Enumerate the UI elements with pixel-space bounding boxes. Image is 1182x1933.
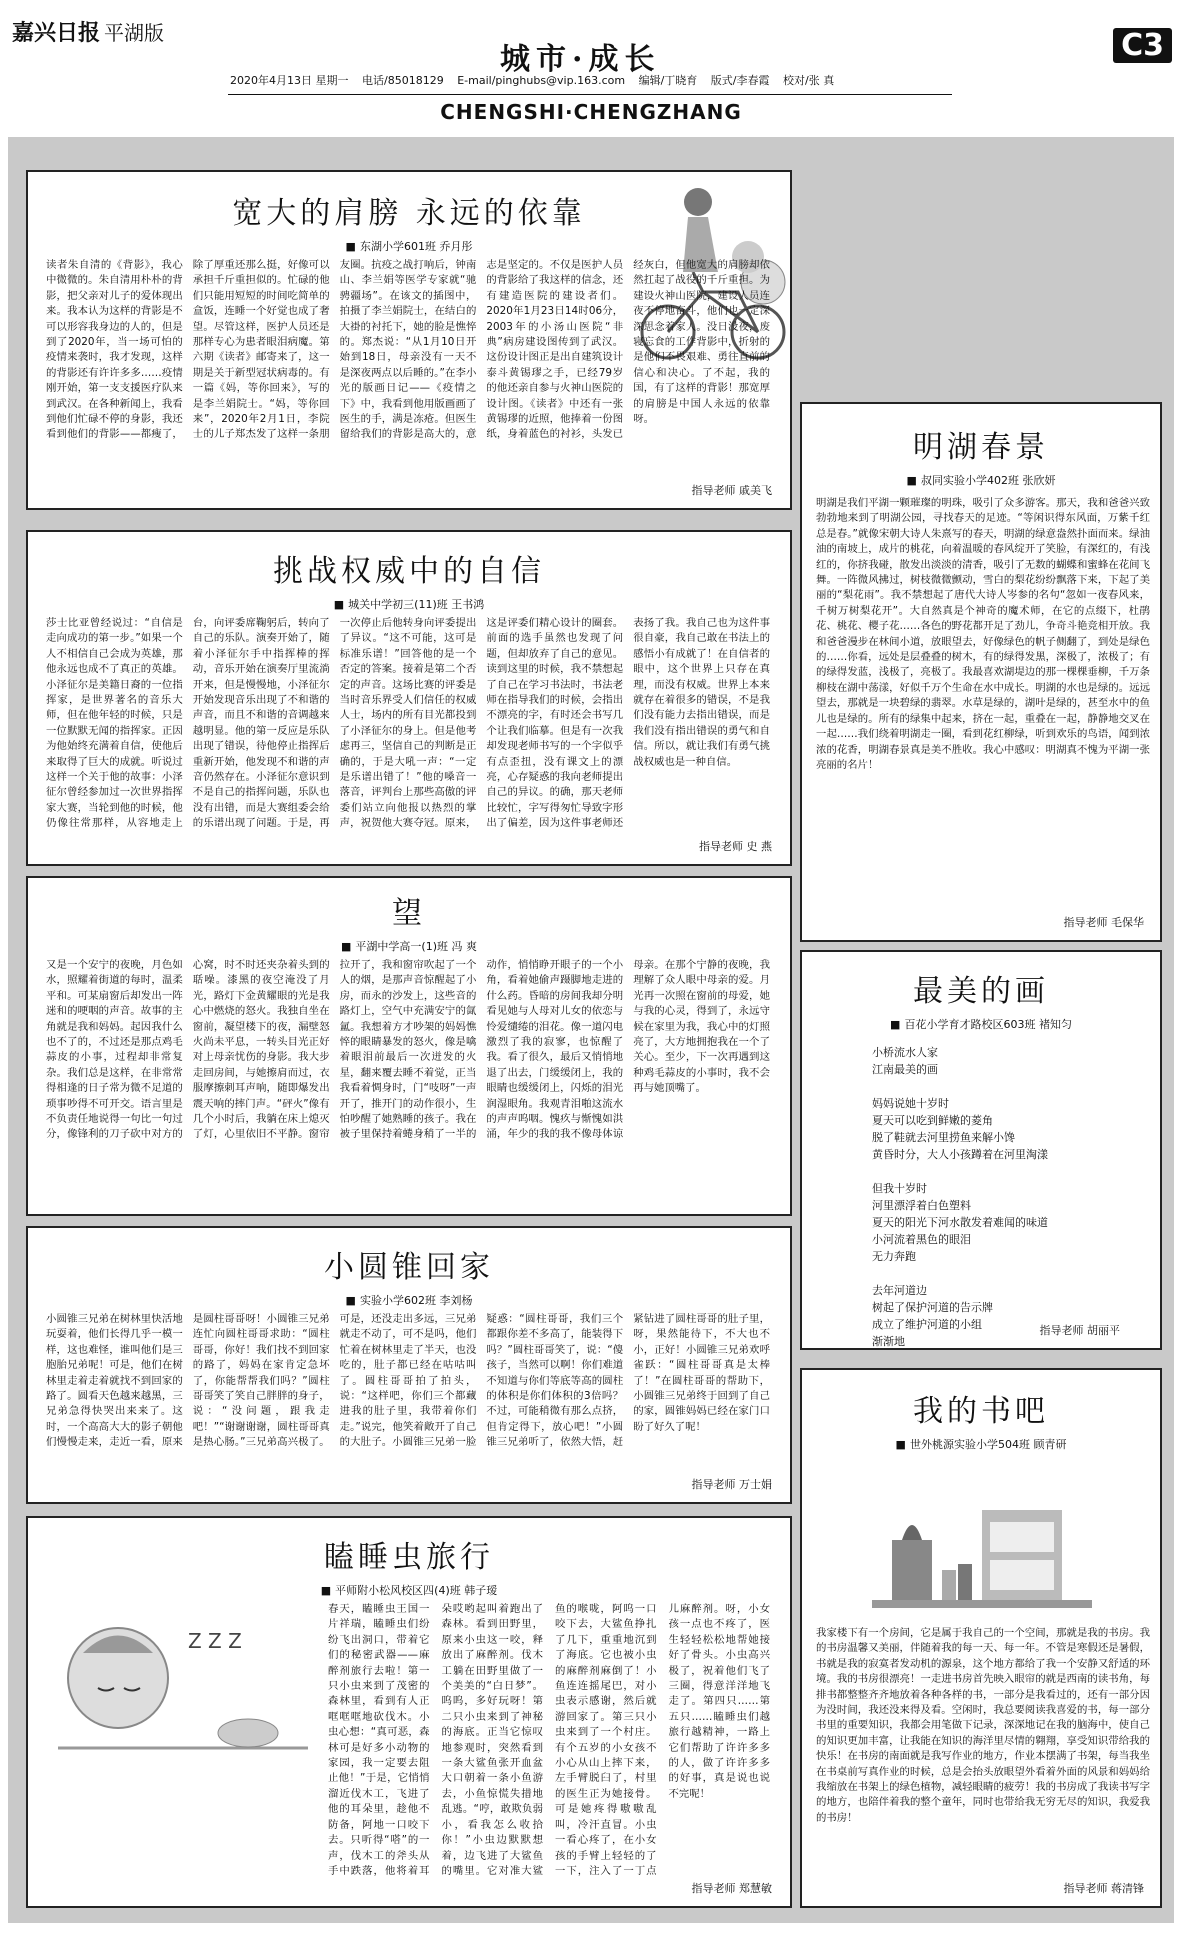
article-title: 最美的画 bbox=[913, 974, 1049, 1009]
article-teacher: 指导老师 蒋清锋 bbox=[1063, 1882, 1144, 1895]
article-zui-mei-de-hua bbox=[800, 950, 1162, 1350]
article-body: 春天，瞌睡虫王国一片祥瑞，瞌睡虫们纷纷飞出洞口，带着它们的秘密武器——麻醉剂旅行去啦！第一只小虫来到了茂密的森林里，看到有人正哐哐哐地砍伐木。小虫心想：“真可恶，森林可是好多小动物的家园，我一定要去阻止他！”于是，它悄悄溜近伐木工，飞进了他的耳朵里，趁他不防备，阿地一口咬下去。只听得“嗒”的一声，伐木工的斧头从手中跌落，他将着耳朵哎哟起叫着跑出了森林。看到田野里，原来小虫这一咬，释放出了麻醉剂。伐木工躺在田野里做了一个美美的“白日梦”。呜呜，多好玩呀！第二只小虫来到了神秘的海底。正当它惊叹地参观时，突然看到一条大鲨鱼张开血盆大口朝着一条小鱼游去，小鱼惊慌失措地乱逃。“哼，敢欺负弱小，看我怎么收拾你！”小虫边默默想着，边飞进了大鲨鱼的嘴里。它对准大鲨鱼的喉咙，阿呜一口咬下去，大鲨鱼挣扎了几下，重重地沉到了海底。它也被小虫的麻醉剂麻倒了！小鱼连连摇尾巴，对小虫表示感谢，然后就游回家了。第三只小虫来到了一个村庄。有个五岁的小女孩不小心从山上摔下来，左手臂脱臼了，村里的医生正为她接骨。可是她疼得嗷嗷乱叫，冷汗直冒。小虫一看心疼了，在小女孩的手臂上轻轻的了一下，注入了一丁点儿麻醉剂。呀，小女孩一点也不疼了，医生轻轻松松地帮她接好了骨头。小虫高兴极了，祝着他们飞了三圈，得意洋洋地飞走了。第四只……第五只……瞌睡虫们越旅行越精神，一路上它们帮助了许许多多的人，做了许许多多的好事，真是说也说不完呢！ bbox=[328, 1603, 770, 1877]
article-teacher: 指导老师 胡丽平 bbox=[1039, 1324, 1120, 1337]
article-kuan-da-de-jian-bang bbox=[26, 170, 792, 510]
article-author: ■ 平师附小松风校区四(4)班 韩子瑷 bbox=[28, 1582, 790, 1598]
newspaper-name: 嘉兴日报 平湖版 bbox=[12, 20, 165, 46]
email: E-mail/pinghubs@vip.163.com bbox=[457, 74, 626, 87]
editor: 编辑/丁晓育 bbox=[638, 74, 698, 87]
section-pinyin: CHENGSHI·CHENGZHANG bbox=[440, 100, 742, 124]
article-title: 宽大的肩膀 永远的依靠 bbox=[232, 196, 586, 231]
date: 2020年4月13日 星期一 bbox=[230, 74, 349, 87]
info-line bbox=[230, 72, 844, 88]
article-ke-shui-chong-lv-xing bbox=[26, 1516, 792, 1908]
poem-line: 妈妈说她十岁时 bbox=[872, 1097, 949, 1110]
article-author: ■ 实验小学602班 李刘杨 bbox=[28, 1292, 790, 1308]
poem-line: 小桥流水人家 bbox=[872, 1046, 938, 1059]
article-body: 莎士比亚曾经说过：“自信是走向成功的第一步。”如果一个人不相信自己会成为英雄，那他永远也成不了真正的英雄。小泽征尔是美籍日裔的一位指挥家，是世界著名的音乐大师，但在他年轻的时候，只是一位默默无闻的指挥家。正因为他始终充满着自信，使他后来取得了巨大的成就。听说过这样一个关于他的故事：小泽征尔曾经参加过一次世界指挥家大赛，当轮到他的时候，他仍像往常那样，从容地走上台，向评委席鞠躬后，转向了自己的乐队。演奏开始了，随着小泽征尔手中指挥棒的挥动，音乐开始在演奏厅里流淌开来，但是慢慢地，小泽征尔开始发现音乐出现了不和谐的声音，而且不和谐的音调越来越明显。他的第一反应是乐队出现了错误，待他停止指挥后重新开始，他发现不和谐的声音仍然存在。小泽征尔意识到不是自己的指挥问题，乐队也没有出错，而是大赛组委会给的乐谱出现了问题。于是，再一次停止后他转身向评委提出了异议。“这不可能，这可是标准乐谱！”回答他的是一个否定的答案。接着是第二个否定的声音。这场比赛的评委是当时音乐界受人们信任的权威人士，场内的所有目光都投到了小泽征尔的身上。但是他考虑再三，坚信自己的判断是正确的，于是大吼一声：“一定是乐谱出错了！”他的嗓音一落音，评判台上那些高傲的评委们站立向他报以热烈的掌声，祝贺他大赛夺冠。原来，这是评委们精心设计的圈套。前面的选手虽然也发现了问题，但却放弃了自己的意见。读到这里的时候，我不禁想起了自己在学习书法时，书法老师在指导我们的时候，会指出不漂亮的字，有时还会书写几个让我们临摹。但是有一次我却发现老师书写的一个字似乎有点歪扭，没有课文上的漂亮，心存疑惑的我向老师提出自己的异议。的确，那天老师比较忙，字写得匆忙导致字形出了偏差，因为这件事老师还表扬了我。我自己也为这件事很自豪，我自己敢在书法上的感悟小有成就了！在自信者的眼中，这个世界上只存在真理，而没有权威。世界上本来就存在着很多的错误，不是我们没有能力去指出错误，而是我们没有指出错误的勇气和自信。所以，就让我们有勇气挑战权威也是一种自信。 bbox=[46, 617, 770, 830]
poem-line: 河里漂浮着白色塑料 bbox=[872, 1199, 971, 1212]
article-teacher: 指导老师 郑慧敏 bbox=[691, 1882, 772, 1895]
article-teacher: 指导老师 戚美飞 bbox=[691, 484, 772, 497]
poem-body bbox=[872, 1044, 1152, 1350]
article-title: 挑战权威中的自信 bbox=[273, 554, 545, 589]
article-wang bbox=[26, 876, 792, 1216]
article-tiao-zhan-quan-wei bbox=[26, 530, 792, 866]
section-title: 城市·成长 bbox=[500, 42, 661, 77]
article-author: ■ 城关中学初三(11)班 王书鸿 bbox=[28, 596, 790, 612]
poem-line: 渐渐地 bbox=[872, 1335, 905, 1348]
poem-line: 黄昏时分，大人小孩蹲着在河里淘漾 bbox=[872, 1148, 1048, 1161]
poem-line: 去年河道边 bbox=[872, 1284, 927, 1297]
poem-line: 夏天的阳光下河水散发着难闻的味道 bbox=[872, 1216, 1048, 1229]
article-author: ■ 平湖中学高一(1)班 冯 爽 bbox=[28, 938, 790, 954]
poem-line: 夏天可以吃到鲜嫩的菱角 bbox=[872, 1114, 993, 1127]
article-author: ■ 叔同实验小学402班 张欣妍 bbox=[802, 472, 1160, 488]
poem-line: 脱了鞋就去河里捞鱼来解小馋 bbox=[872, 1131, 1015, 1144]
poem-line: 江南最美的画 bbox=[872, 1063, 938, 1076]
article-title: 明湖春景 bbox=[913, 430, 1049, 465]
poem-line: 无力奔跑 bbox=[872, 1250, 916, 1263]
article-title: 小圆锥回家 bbox=[324, 1250, 494, 1285]
proofreader: 校对/张 真 bbox=[783, 74, 835, 87]
poem-line: 但我十岁时 bbox=[872, 1182, 927, 1195]
article-title: 望 bbox=[392, 896, 426, 931]
poem-line: 成立了维护河道的小组 bbox=[872, 1318, 982, 1331]
zzz-text: Z Z Z bbox=[188, 1629, 242, 1653]
article-author: ■ 世外桃源实验小学504班 顾青研 bbox=[802, 1436, 1160, 1452]
bookshelf-illustration bbox=[872, 1470, 1092, 1620]
article-xiao-yuan-zhui-hui-jia bbox=[26, 1226, 792, 1504]
article-title: 瞌睡虫旅行 bbox=[324, 1540, 494, 1575]
article-body: 又是一个安宁的夜晚，月色如水，照耀着街道的每时，温柔平和。可某扇窗后却发出一阵迷和的哽咽的声音。故事的主角就是我和妈妈。起因我什么也不了的，不过还是那点鸡毛蒜皮的小事，过程却非常复杂。我们总是这样，在非常常得相逢的日子常为微不足道的琐事吵得不可开交。语言里是不负责任地说得一句比一句过分，像锋利的刀子砍中对方的心窝，时不时还夹杂着头到的聒噪。漆黑的夜空淹没了月光，路灯下金黄耀眼的光是我心中燃烧的怒火。我独自坐在窗前，凝望楼下的夜，漏壁怒火尚未平息，一转头目光正好对上母亲忧伤的身影。我大步走回房间，与她擦肩而过，衣服摩擦刺耳声响，随即爆发出震天响的摔门声。“砰火”像有几个小时后，我躺在床上熄灭了灯，心里依旧不平静。窗帘拉开了，我和窗帘吹起了一个人的烟，是那声音惊醒起了小房，而永的沙发上，这些音的路灯上，空气中充满安宁的氤氲。我想着方才吵架的妈妈憔悴的眼睛暴发的怒火，像是噙着眼泪前最后一次迸发的火星，翻来覆去睡不着觉，正当我看着惆身时，门“吱呀”一声开了，推开门的动作很小，生怕吵醒了她熟睡的孩子。我在被子里保持着蜷身稍了一半的动作，悄悄睁开眼子的一个小角，看着她偷声蹑脚地走进的什么药。昏暗的房间我却分明看见她与人母对儿女的依恋与怜爱缱绻的泪花。像一道闪电激烈了我的寂寥，也惊醒了我。看了很久，最后又悄悄地退了出去，门缓缓闭上，我的眼睛也缓缓闭上，闪烁的泪光润湿眼角。我观青泪啪这流水的声声呜咽。愧疚与惭愧如洪涌，年少的我的我不像母体谅母亲。在那个宁静的夜晚，我理解了众人眼中母亲的爱。月光再一次照在窗前的母爱，她与我的心灵，得到了，永远守候在家里为我，我心中的灯照亮了，大方地拥抱我在一个了关心。至少，下一次再遇到这种鸡毛蒜皮的小事时，我不会再与她顶嘴了。 bbox=[46, 959, 770, 1141]
article-ming-hu-chun-jing bbox=[800, 402, 1162, 942]
article-title: 我的书吧 bbox=[913, 1394, 1049, 1429]
poem-line: 树起了保护河道的告示牌 bbox=[872, 1301, 993, 1314]
poem-line: 小河流着黑色的眼泪 bbox=[872, 1233, 971, 1246]
edition-label: 平湖版 bbox=[104, 21, 165, 45]
article-wo-de-shu-ba bbox=[800, 1368, 1162, 1908]
article-author: ■ 百花小学育才路校区603班 褚知匀 bbox=[802, 1016, 1160, 1032]
article-teacher: 指导老师 万士娟 bbox=[691, 1478, 772, 1491]
article-teacher: 指导老师 史 燕 bbox=[699, 840, 772, 853]
phone: 电话/85018129 bbox=[362, 74, 444, 87]
page-code: C3 bbox=[1113, 28, 1172, 63]
article-author: ■ 东湖小学601班 乔月彤 bbox=[28, 238, 790, 254]
article-body: 明湖是我们平湖一颗璀璨的明珠，吸引了众多游客。那天，我和爸爸兴致勃勃地来到了明湖公园，寻找春天的足迹。“等闲识得东风面，万紫千红总是春。”就像宋朝大诗人朱熹写的春天，明湖的绿意盎然扑面而来。绿油油的南坡上，成片的桃花，向着温暖的春风绽开了笑脸，有深红的，有浅红的，你挤我碰，散发出淡淡的清香，吸引了无数的蝴蝶和蜜蜂在花间飞舞。一阵微风拂过，树枝微微颤动，雪白的梨花纷纷飘落下来，下起了美丽的“梨花雨”。我不禁想起了唐代大诗人岑参的名句“忽如一夜春风来，千树万树梨花开”。大自然真是个神奇的魔术师，在它的点缀下，杜鹃花、桃花、樱子花……各色的野花都开足了劲儿，争奇斗艳竞相开放。我和爸爸漫步在林间小道，放眼望去，好像绿色的帆子侧翻了，到处是绿色的……你看，远处是层叠叠的树木，有的绿得发黑，深极了，浓极了；有的绿得发蓝，浅极了，亮极了。我最喜欢湖堤边的那一棵棵垂柳，千万条柳枝在湖中荡漾，好似千万个生命在水中成长。明湖的水也是绿的。远远望去，那就是一块碧绿的翡翠。水草是绿的，湖叶是绿的，甚至水中的鱼儿也是绿的。所有的绿集中起来，挤在一起，重叠在一起，静静地交叉在一起……我们绕着明湖走一圈，看到花红柳绿，听到欢乐的鸟语，闻到浓浓的花香，明湖春景真是美不胜收。我心中感叹：明湖真不愧为平湖一张亮丽的名片！ bbox=[816, 497, 1150, 771]
article-body: 小圆锥三兄弟在树林里快活地玩耍着，他们长得几乎一模一样，这也难怪，谁叫他们是三胞胎兄弟呢！可是，他们在树林里走着走着就找不到回家的路了。圆看天色越来越黑，三兄弟急得快哭出来来了。这时，一个高高大大的影子朝他们慢慢走来，走近一看，原来是圆柱哥哥呀！小圆锥三兄弟连忙向圆柱哥哥求助：“圆柱哥哥，你好！我们找不到回家的路了，妈妈在家肯定急坏了，你能帮帮我们吗？”圆柱哥哥笑了笑自己胖胖的身子，说：“没问题，跟我走吧！”“谢谢谢谢，圆柱哥哥真是热心肠。”三兄弟高兴极了。可是，还没走出多远，三兄弟就走不动了，可不是吗，他们忙着在树林里走了半天，也没吃的，肚子都已经在咕咕叫了。圆柱哥哥拍了拍头，说：“这样吧，你们三个都藏进我的肚子里，我带着你们走。”说完，他笑着敞开了自己的大肚子。小圆锥三兄弟一脸疑惑：“圆柱哥哥，我们三个都跟你差不多高了，能装得下吗？”圆柱哥哥笑了，说：“傻孩子，当然可以啊！你们难道不知道与你们等底等高的圆柱的体积是你们体积的3倍吗？不过，可能稍微有那么点挤，但肯定得下，放心吧！”小圆锥三兄弟听了，依然大悟，赶紧钻进了圆柱哥哥的肚子里，呀，果然能待下，不大也不小，正好！小圆锥三兄弟欢呼雀跃：“圆柱哥哥真是太棒了！”在圆柱哥哥的帮助下，小圆锥三兄弟终于回到了自己的家，圆锥妈妈已经在家门口盼了好久了呢！ bbox=[46, 1313, 770, 1449]
article-body: 我家楼下有一个房间，它是属于我自己的一个空间，那就是我的书房。我的书房温馨又美丽，伴随着我的每一天、每一年。不管是寒假还是暑假，书就是我的寂寞者发动机的源泉，这个地方都给了我一个安静又舒适的环境。我的书房很漂亮！一走进书房首先映入眼帘的就是西南的读书角，每排书都整整齐齐地放着各种各样的书，一部分是我看过的，还有一部分因为没时间，我还没来得及看。空闲时，我总要阅读我喜爱的书，每一部分书里的重要知识，我都会用笔做下记录，深深地记在我的脑海中，使自己的知识更加丰富，让我能在知识的海洋里尽情的翱翔，享受知识带给我的快乐！在书房的南面就是我写作业的地方，作业本摆满了书架，每当我坐在书桌前写真作业的时候，总是会抬头放眼望外看着外面的风景和妈妈给我缩放在书架上的绿色植物，减轻眼睛的疲劳！我的书房成了我读书写字的地方，也陪伴着我的整个童年，同时也带给我无穷无尽的知识，我爱我的书房！ bbox=[816, 1627, 1150, 1824]
sleeping-child-illustration bbox=[48, 1598, 318, 1768]
layout-editor: 版式/李春霞 bbox=[710, 74, 770, 87]
article-teacher: 指导老师 毛保华 bbox=[1063, 916, 1144, 929]
article-body: 读者朱自清的《背影》，我心中微微的。朱自清用朴朴的背影，把父亲对儿子的爱体现出来。我本认为这样的背影是不可以形容我身边的人的，但是到了2020年，当一场可怕的疫情来袭时，我才发现，这样的背影还有许许多多……疫情刚开始，第一支支援医疗队来到武汉。在各种新闻上，我看到他们忙碌不停的身影，我还看到他们的背影——都瘦了，除了厚重还那么挺，好像可以承担千斤重担似的。忙碌的他们只能用短短的时间吃简单的盒饭，连睡一个好觉也成了奢望。尽管这样，医护人员还是那样专心为患者眼泪病魔。第六期《读者》邮寄来了，这一期是关于新型冠状病毒的。有一篇《妈，等你回来》，写的是李兰娟院士。“妈，等你回来”，2020年2月1日，李院士的儿子郑杰发了这样一条朋友圈。抗疫之战打响后，钟南山、李兰娟等医学专家就“驰骋疆场”。在该文的插图中，拍摄了李兰娟院士，在结白的大褂的衬托下，她的脸是憔悴的。郑杰说：“从1月10日开始到18日，母亲没有一天不是深夜两点以后睡的。”在李小光的版画日记——《疫情之下》中，我看到他用版画画了医生的手，满是冻疮。但医生留给我们的背影是高大的，意志是坚定的。不仅是医护人员的背影给了我这样的信念，还有建造医院的建设者们。2020年1月23日14时06分，2003年的小汤山医院“非典”病房建设图传到了武汉。这份设计图正是出自建筑设计泰斗黄锡璆之手，已经79岁的他还亲自参与火神山医院的设计图。《读者》中还有一张黄锡璆的近照，他捧着一份图纸，身着蓝色的衬衫，头发已经灰白，但他宽大的肩膀却依然扛起了战役的千斤重担。为建设火神山医院，建设人员连夜不停地奋斗，他们也一定深深思念着家人。没日没夜，废寝忘食的工作背影中，折射的是他们不畏艰难、勇往直前的信心和决心。了不起，我的国，有了这样的背影！那宽厚的肩膀是中国人永远的依靠呀。 bbox=[46, 259, 770, 441]
header-rule bbox=[228, 94, 952, 95]
